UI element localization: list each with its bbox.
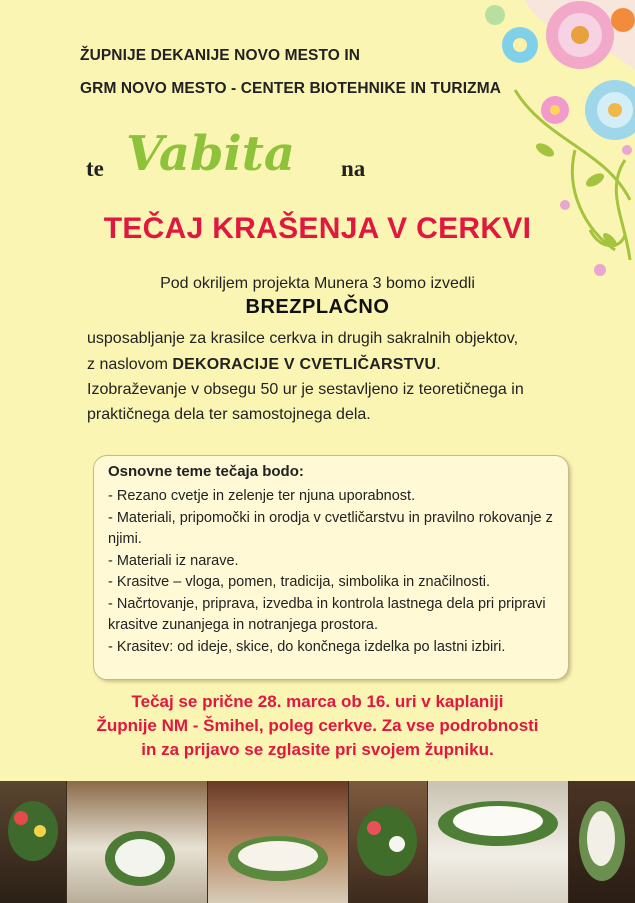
free-label: BREZPLAČNO <box>245 296 390 318</box>
floral-corner-decoration <box>375 0 635 300</box>
course-title: TEČAJ KRAŠENJA V CERKVI <box>103 212 532 245</box>
topic-item: - Materiali iz narave. <box>108 552 239 569</box>
paragraph2-suffix: . <box>436 356 441 373</box>
topic-item: - Načrtovanje, priprava, izvedba in kontrola lastnega dela pri pripravi krasitve zunanjega in notranjega prostora. <box>108 595 546 633</box>
closing-line-2: Župnije NM - Šmihel, poleg cerkve. Za vse podrobnosti <box>96 716 539 735</box>
paragraph2-prefix: z naslovom <box>87 356 168 373</box>
organizer-line-1: ŽUPNIJE DEKANIJE NOVO MESTO IN <box>80 47 361 64</box>
invite-verb: Vabita <box>126 126 296 182</box>
description-paragraph-2 <box>87 352 587 377</box>
topic-item: - Rezano cvetje in zelenje ter njuna uporabnost. <box>108 488 416 504</box>
topics-title: Osnovne teme tečaja bodo: <box>108 463 304 480</box>
altar-flowers-photo <box>208 781 348 903</box>
topic-item: - Materiali, pripomočki in orodja v cvetličarstvu in pravilno rokovanje z njimi. <box>108 509 553 547</box>
altar-flowers-photo <box>569 781 635 903</box>
paragraph2-highlight: DEKORACIJE V CVETLIČARSTVU <box>172 356 437 373</box>
description-paragraph-3: Izobraževanje v obsegu 50 ur je sestavljeno iz teoretičnega in praktičnega dela ter samostojnega dela. <box>87 381 524 423</box>
closing-line-1: Tečaj se prične 28. marca ob 16. uri v kaplaniji <box>131 692 504 711</box>
photo-strip <box>0 781 635 903</box>
altar-flowers-photo <box>0 781 66 903</box>
topic-item: - Krasitve – vloga, pomen, tradicija, simbolika in značilnosti. <box>108 574 490 590</box>
altar-flowers-photo <box>67 781 207 903</box>
invite-suffix: na <box>341 156 366 181</box>
flower-icon <box>485 0 635 140</box>
intro-text: Pod okriljem projekta Munera 3 bomo izvedli <box>160 275 475 292</box>
topic-item: - Krasitev: od ideje, skice, do končnega izdelka po lastni izbiri. <box>108 638 506 655</box>
organizer-line-2: GRM NOVO MESTO - CENTER BIOTEHNIKE IN TURIZMA <box>80 80 501 97</box>
altar-flowers-photo <box>428 781 568 903</box>
topics-list <box>108 486 558 658</box>
topics-box <box>93 455 569 680</box>
invite-prefix: te <box>86 156 104 181</box>
altar-flowers-photo <box>349 781 427 903</box>
description-paragraph-1: usposabljanje za krasilce cerkva in drugih sakralnih objektov, <box>87 330 519 347</box>
closing-notice <box>0 690 635 762</box>
closing-line-3: in za prijavo se zglasite pri svojem župniku. <box>141 740 494 759</box>
